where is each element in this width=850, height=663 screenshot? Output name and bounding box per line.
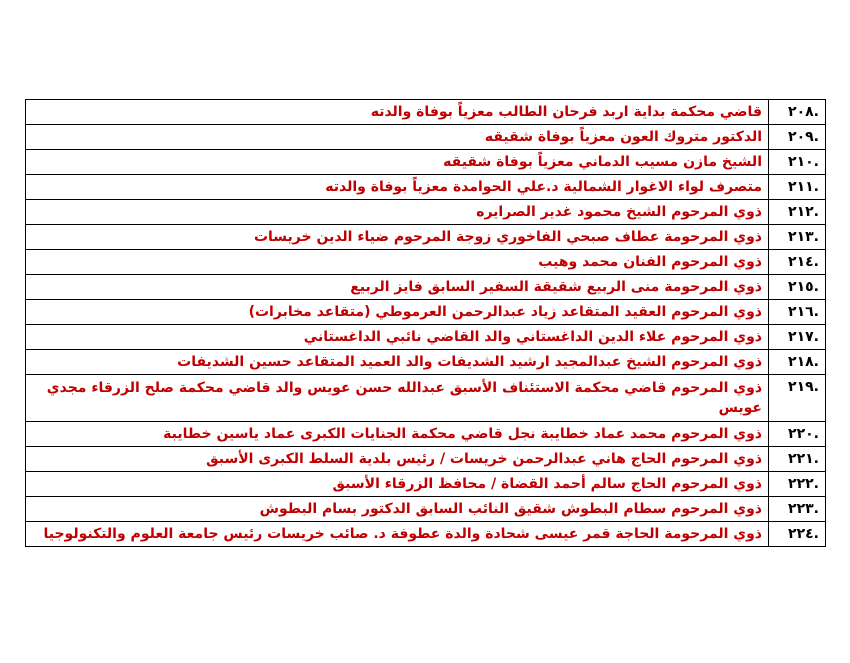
row-number: .٢٢٢: [769, 472, 826, 497]
table-row: [26, 325, 826, 350]
table-row: [26, 522, 826, 547]
row-text: ذوي المرحوم علاء الدين الداغستاني والد القاضي نائبي الداغستاني: [26, 325, 769, 350]
table-row: [26, 225, 826, 250]
table-row: [26, 300, 826, 325]
row-text: ذوي المرحومة منى الربيع شقيقة السفير السابق فايز الربيع: [26, 275, 769, 300]
row-text: ذوي المرحومة الحاجة قمر عيسى شحادة والدة عطوفة د. صائب خريسات رئيس جامعة العلوم والتكنولوجيا: [26, 522, 769, 547]
row-text: الشيخ مازن مسيب الدماني معزياً بوفاة شقيقه: [26, 150, 769, 175]
row-text: ذوي المرحوم محمد عماد خطايبة نجل قاضي محكمة الجنايات الكبرى عماد ياسين خطايبة: [26, 422, 769, 447]
row-number: .٢١٣: [769, 225, 826, 250]
table-row: [26, 250, 826, 275]
table-row: [26, 175, 826, 200]
table-row: [26, 497, 826, 522]
table-row: [26, 350, 826, 375]
row-number: .٢١٢: [769, 200, 826, 225]
row-text: ذوي المرحوم سطام البطوش شقيق النائب السابق الدكتور بسام البطوش: [26, 497, 769, 522]
row-number: .٢٢٣: [769, 497, 826, 522]
row-number: .٢٢٠: [769, 422, 826, 447]
row-text: ذوي المرحوم قاضي محكمة الاستئناف الأسبق عبدالله حسن عويس والد قاضي محكمة صلح الزرقاء مجدي عويس: [26, 375, 769, 422]
row-number: .٢٢١: [769, 447, 826, 472]
table-row: [26, 200, 826, 225]
row-text: ذوي المرحوم الشيخ محمود غدير الصرايره: [26, 200, 769, 225]
row-number: .٢٠٩: [769, 125, 826, 150]
row-number: .٢٢٤: [769, 522, 826, 547]
row-text: ذوي المرحومة عطاف صبحي الفاخوري زوجة المرحوم ضياء الدين خريسات: [26, 225, 769, 250]
row-number: .٢١٦: [769, 300, 826, 325]
row-number: .٢١٥: [769, 275, 826, 300]
condolence-table: [25, 99, 826, 547]
row-text: الدكتور متروك العون معزياً بوفاة شقيقه: [26, 125, 769, 150]
row-number: .٢١٠: [769, 150, 826, 175]
row-number: .٢١٩: [769, 375, 826, 422]
row-text: ذوي المرحوم العقيد المتقاعد زياد عبدالرحمن العرموطي (متقاعد مخابرات): [26, 300, 769, 325]
row-text: ذوي المرحوم الحاج سالم أحمد القضاة / محافظ الزرقاء الأسبق: [26, 472, 769, 497]
row-text: ذوي المرحوم الفنان محمد وهيب: [26, 250, 769, 275]
table-row: [26, 375, 826, 422]
table-row: [26, 150, 826, 175]
row-number: .٢٠٨: [769, 100, 826, 125]
row-text: قاضي محكمة بداية اربد فرحان الطالب معزياً بوفاة والدته: [26, 100, 769, 125]
row-number: .٢١٨: [769, 350, 826, 375]
table-row: [26, 125, 826, 150]
row-text: ذوي المرحوم الشيخ عبدالمجيد ارشيد الشديفات والد العميد المتقاعد حسين الشديفات: [26, 350, 769, 375]
row-number: .٢١٧: [769, 325, 826, 350]
table-row: [26, 275, 826, 300]
row-text: متصرف لواء الاغوار الشمالية د.علي الحوامدة معزياً بوفاة والدته: [26, 175, 769, 200]
row-number: .٢١٤: [769, 250, 826, 275]
table-row: [26, 422, 826, 447]
row-number: .٢١١: [769, 175, 826, 200]
table-row: [26, 472, 826, 497]
table-row: [26, 447, 826, 472]
row-text: ذوي المرحوم الحاج هاني عبدالرحمن خريسات / رئيس بلدية السلط الكبرى الأسبق: [26, 447, 769, 472]
table-row: [26, 100, 826, 125]
